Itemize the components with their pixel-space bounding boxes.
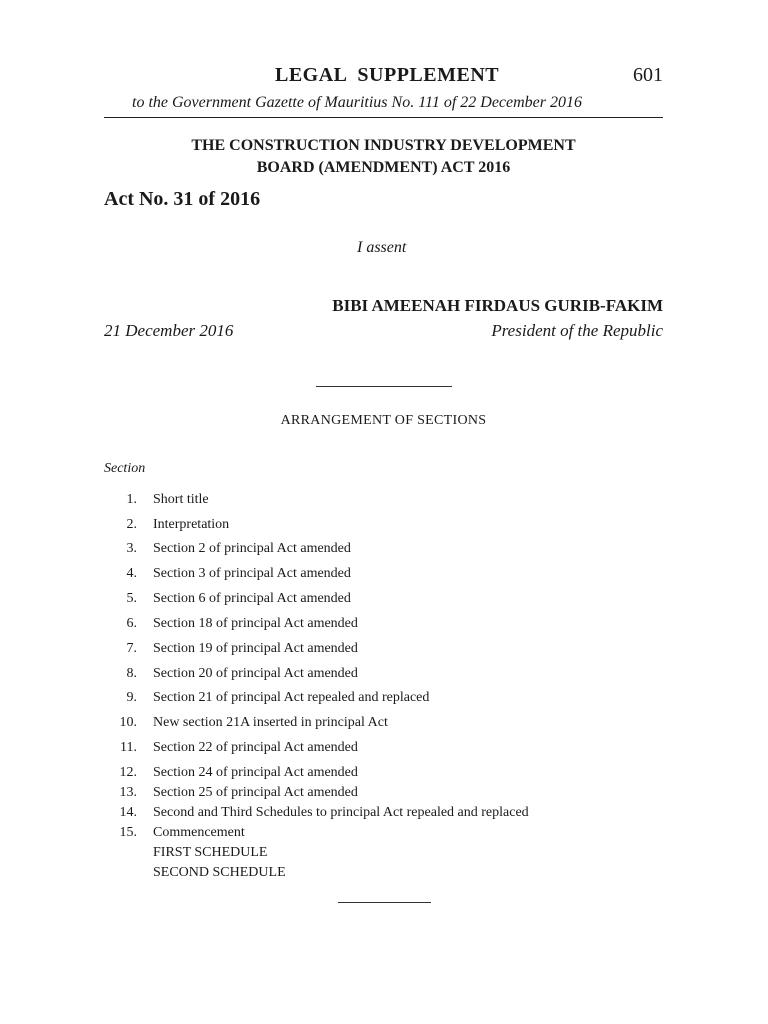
end-divider xyxy=(338,902,431,903)
act-title-line-2: BOARD (AMENDMENT) ACT 2016 xyxy=(256,159,511,176)
toc-item-title: Section 19 of principal Act amended xyxy=(153,641,358,656)
toc-item-title: Section 21 of principal Act repealed and replaced xyxy=(153,690,430,705)
toc-item-title: Section 24 of principal Act amended xyxy=(153,765,358,780)
section-column-label: Section xyxy=(104,461,146,476)
act-title-line-1: THE CONSTRUCTION INDUSTRY DEVELOPMENT xyxy=(191,137,576,154)
act-title xyxy=(104,135,663,179)
toc-item-number: 5. xyxy=(126,591,137,606)
toc-item xyxy=(104,616,358,632)
toc-item xyxy=(104,765,358,781)
toc-item-title: New section 21A inserted in principal Act xyxy=(153,715,388,730)
toc-item-number: 10. xyxy=(119,715,137,730)
header-divider xyxy=(104,117,663,118)
gazette-reference: to the Government Gazette of Mauritius No. 111 of 22 December 2016 xyxy=(132,94,582,111)
toc-item-number: 2. xyxy=(126,517,137,532)
toc-item-title: Section 22 of principal Act amended xyxy=(153,740,358,755)
toc-item-number: 3. xyxy=(126,541,137,556)
toc-item xyxy=(104,641,358,657)
toc-item xyxy=(104,591,351,607)
president-title: President of the Republic xyxy=(491,321,663,340)
toc-item-title: Section 3 of principal Act amended xyxy=(153,566,351,581)
toc-item-number: 13. xyxy=(119,785,137,800)
arrangement-heading: ARRANGEMENT OF SECTIONS xyxy=(280,413,487,428)
toc-item-title: Section 2 of principal Act amended xyxy=(153,541,351,556)
schedule-first: FIRST SCHEDULE xyxy=(153,845,268,860)
toc-item-number: 12. xyxy=(119,765,137,780)
supplement-title: LEGAL SUPPLEMENT xyxy=(275,64,500,86)
toc-item xyxy=(104,805,529,821)
toc-item xyxy=(104,492,209,508)
page-number: 601 xyxy=(633,64,663,86)
toc-item-title: Section 25 of principal Act amended xyxy=(153,785,358,800)
toc-item-number: 6. xyxy=(126,616,137,631)
toc-item xyxy=(104,785,358,801)
toc-item-number: 9. xyxy=(126,690,137,705)
toc-item-number: 11. xyxy=(120,740,137,755)
toc-item xyxy=(104,825,245,841)
toc-item xyxy=(104,690,430,706)
toc-item-number: 7. xyxy=(126,641,137,656)
toc-item-title: Section 20 of principal Act amended xyxy=(153,666,358,681)
toc-item xyxy=(104,715,388,731)
toc-item-title: Short title xyxy=(153,492,209,507)
toc-item-title: Section 18 of principal Act amended xyxy=(153,616,358,631)
toc-item xyxy=(104,517,230,533)
toc-item-number: 8. xyxy=(126,666,137,681)
toc-item xyxy=(104,541,351,557)
toc-item-number: 15. xyxy=(119,825,137,840)
toc-item xyxy=(104,740,358,756)
toc-item-number: 1. xyxy=(126,492,137,507)
schedule-second: SECOND SCHEDULE xyxy=(153,865,286,880)
toc-item-title: Interpretation xyxy=(153,517,230,532)
section-divider xyxy=(316,386,452,387)
toc-item-number: 4. xyxy=(126,566,137,581)
assent-date: 21 December 2016 xyxy=(104,321,234,340)
toc-item-number: 14. xyxy=(119,805,137,820)
toc-item-title: Commencement xyxy=(153,825,245,840)
act-number: Act No. 31 of 2016 xyxy=(104,188,261,210)
toc-item xyxy=(104,566,351,582)
president-name: BIBI AMEENAH FIRDAUS GURIB-FAKIM xyxy=(332,296,663,315)
toc-item-title: Second and Third Schedules to principal Act repealed and replaced xyxy=(153,805,529,820)
toc-item-title: Section 6 of principal Act amended xyxy=(153,591,351,606)
toc-item xyxy=(104,666,358,682)
assent-text: I assent xyxy=(357,239,407,256)
